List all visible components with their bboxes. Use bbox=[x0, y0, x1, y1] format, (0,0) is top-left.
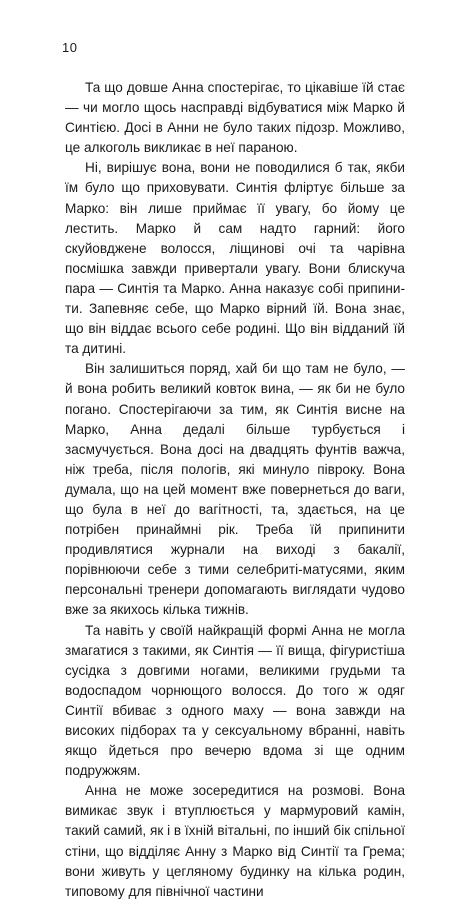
body-text bbox=[65, 78, 405, 902]
paragraph-4: Та навіть у своїй найкращій формі Анна не могла змагатися з такими, як Синтія — її вища, фігуристіша сусідка з довгими ногами, великими грудьми та водоспадом чорнющого волосся. До того ж одяг Синтії вбиває з одного маху — вона завжди на високих підборах та у сексуальному вбранні, навіть якщо йдеться про вечерю вдома зі ще одним подружжям. bbox=[65, 622, 405, 779]
paragraph-3: Він залишиться поряд, хай би що там не було, — й вона робить великий ковток вина, — як би не було погано. Спостерігаючи за тим, як Синтія висне на Марко, Анна дедалі більше турбується і засмучується. Вона досі на двадцять фунтів важча, ніж треба, після пологів, які минуло півроку. Вона думала, що на цей момент вже повернеться до ваги, що була в неї до вагітності, та, здається, на це потрібен принаймні рік. Треба їй припинити продивлятися журнали на виході з бакалії, порівнюючи себе з тими селебриті-матусями, яким персональні тренери допомагають виглядати чудово вже за якихось кілька тижнів. bbox=[65, 361, 405, 618]
paragraph-5: Анна не може зосередитися на розмові. Вона вимикає звук і втуплюється у мармуровий камін, такий самий, як і в їхній вітальні, по інший бік спільної стіни, що відділяє Анну з Марко від Синтії та Грема; вони живуть у цегляному будинку на кілька родин, типовому для північної частини bbox=[65, 783, 405, 899]
page-number: 10 bbox=[62, 40, 78, 55]
paragraph-1: Та що довше Анна спостерігає, то цікавіше їй стає — чи могло щось насправді відбуватися між Марко й Синтією. Досі в Анни не було таких підозр. Можливо, це алкоголь викликає в неї параною. bbox=[65, 80, 405, 156]
paragraph-2: Ні, вирішує вона, вони не поводилися б так, якби їм було що приховувати. Синтія фліртує більше за Марко: він лише приймає її увагу, бо йому це лестить. Марко й сам надто гарний: його скуйовджене волосся, ліщинові очі та чарівна посмішка завжди привертали увагу. Вони блискуча пара — Синтія та Марко. Анна наказує собі припинити. Запевняє себе, що Марко вірний їй. Вона знає, що він віддає всього себе родині. Що він відданий їй та дитині. bbox=[65, 160, 405, 357]
